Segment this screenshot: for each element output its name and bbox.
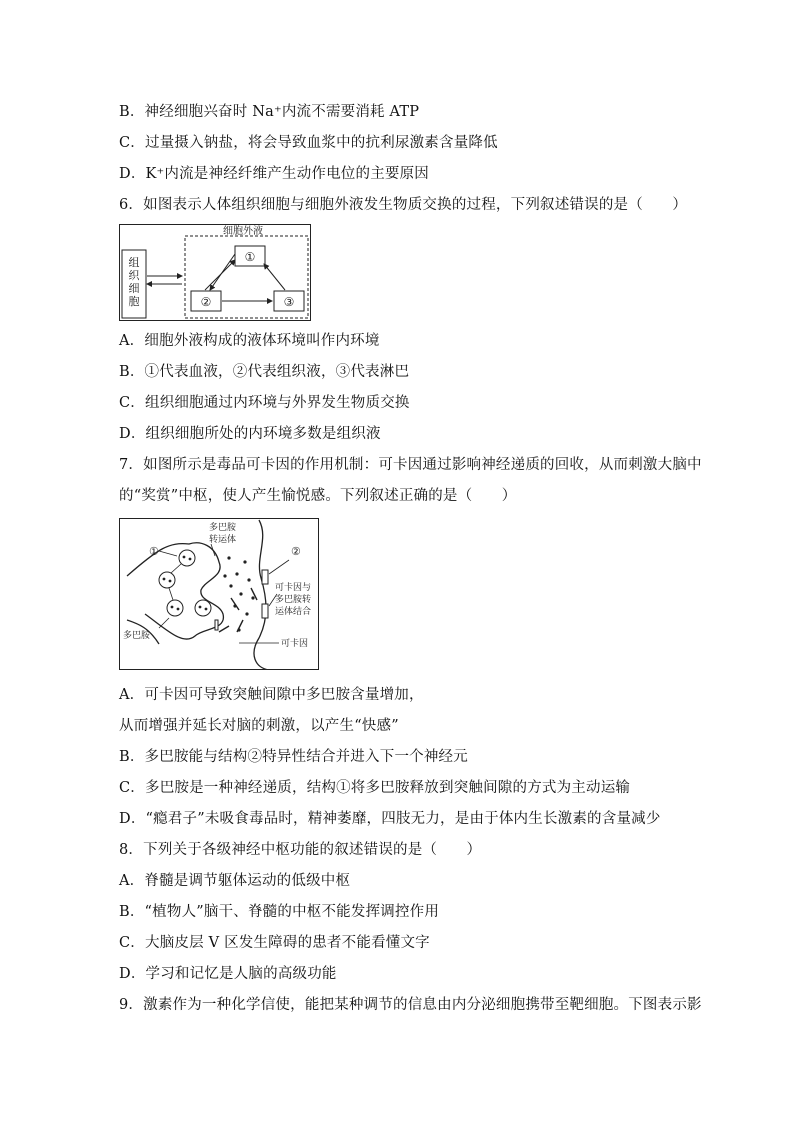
q6-option-a: A．细胞外液构成的液体环境叫作内环境 xyxy=(119,333,380,349)
q7-option-c: C．多巴胺是一种神经递质，结构①将多巴胺释放到突触间隙的方式为主动运输 xyxy=(119,780,631,796)
label-structure-2: ② xyxy=(291,545,301,558)
q7-option-b: B．多巴胺能与结构②特异性结合并进入下一个神经元 xyxy=(119,749,468,765)
receptor-bound xyxy=(262,604,268,618)
q7-option-a-line-1: A．可卡因可导致突触间隙中多巴胺含量增加， xyxy=(119,687,424,703)
q9-stem: 9．激素作为一种化学信使，能把某种调节的信息由内分泌细胞携带至靶细胞。下图表示影 xyxy=(119,997,702,1013)
binding-label-3: 运体结合 xyxy=(275,607,312,617)
presynaptic-terminal xyxy=(127,543,223,639)
cocaine-mark-3 xyxy=(219,626,229,632)
transporter xyxy=(215,620,218,630)
vesicle-3 xyxy=(167,600,183,616)
q7-figure xyxy=(119,518,319,670)
extracellular-label: 细胞外液 xyxy=(223,226,263,237)
q6-figure-frame xyxy=(120,225,311,321)
q7-option-a-line-2: 从而增强并延长对脑的刺激，以产生“快感” xyxy=(119,718,399,734)
q8-option-a: A．脊髓是调节躯体运动的低级中枢 xyxy=(119,873,351,889)
binding-label-2: 多巴胺转 xyxy=(275,595,312,605)
transporter-label-1: 多巴胺 xyxy=(209,523,237,533)
q8-stem: 8．下列关于各级神经中枢功能的叙述错误的是（ ） xyxy=(119,842,482,858)
q6-stem: 6．如图表示人体组织细胞与细胞外液发生物质交换的过程，下列叙述错误的是（ ） xyxy=(119,197,688,213)
tissue-cell-char-4: 胞 xyxy=(128,295,140,308)
q8-option-c: C．大脑皮层 V 区发生障碍的患者不能看懂文字 xyxy=(119,935,430,951)
vesicle-4 xyxy=(195,600,211,616)
cocaine-mark-1 xyxy=(231,598,239,610)
binding-label-1: 可卡因与 xyxy=(275,583,312,593)
q7-option-d: D．“瘾君子”未吸食毒品时，精神萎靡，四肢无力，是由于体内生长激素的含量减少 xyxy=(119,811,661,827)
vesicle-2 xyxy=(159,572,175,588)
tissue-cell-char-2: 织 xyxy=(128,269,140,282)
q6-option-b: B．①代表血液，②代表组织液，③代表淋巴 xyxy=(119,364,410,380)
q7-stem-line-2: 的“奖赏”中枢，使人产生愉悦感。下列叙述正确的是（ ） xyxy=(119,488,517,504)
tissue-cell-char-3: 细 xyxy=(128,282,140,295)
dopamine-label: 多巴胺 xyxy=(123,631,151,641)
arrow-1-to-2 xyxy=(210,254,235,290)
cocaine-label: 可卡因 xyxy=(281,639,309,649)
arrow-3-to-1 xyxy=(264,264,285,290)
q6-figure xyxy=(119,224,311,321)
q5-option-b: B．神经细胞兴奋时 Na⁺内流不需要消耗 ATP xyxy=(119,104,420,120)
q5-option-c: C．过量摄入钠盐，将会导致血浆中的抗利尿激素含量降低 xyxy=(119,135,498,151)
q7-stem-line-1: 7．如图所示是毒品可卡因的作用机制：可卡因通过影响神经递质的回收，从而刺激大脑中 xyxy=(119,457,702,473)
q5-option-d: D．K⁺内流是神经纤维产生动作电位的主要原因 xyxy=(119,166,430,182)
q8-option-b: B．“植物人”脑干、脊髓的中枢不能发挥调控作用 xyxy=(119,904,440,920)
tissue-cell-char-1: 组 xyxy=(128,256,140,269)
receptor xyxy=(262,570,268,584)
node-1-label: ① xyxy=(244,250,256,264)
node-2-label: ② xyxy=(200,295,212,309)
transporter-label-2: 转运体 xyxy=(209,535,237,545)
vesicle-1 xyxy=(179,550,195,566)
q6-option-c: C．组织细胞通过内环境与外界发生物质交换 xyxy=(119,395,410,411)
q6-option-d: D．组织细胞所处的内环境多数是组织液 xyxy=(119,426,381,442)
postsynaptic-membrane xyxy=(254,520,269,670)
label-structure-1: ① xyxy=(149,545,159,558)
node-3-label: ③ xyxy=(283,295,295,309)
q8-option-d: D．学习和记忆是人脑的高级功能 xyxy=(119,966,337,982)
